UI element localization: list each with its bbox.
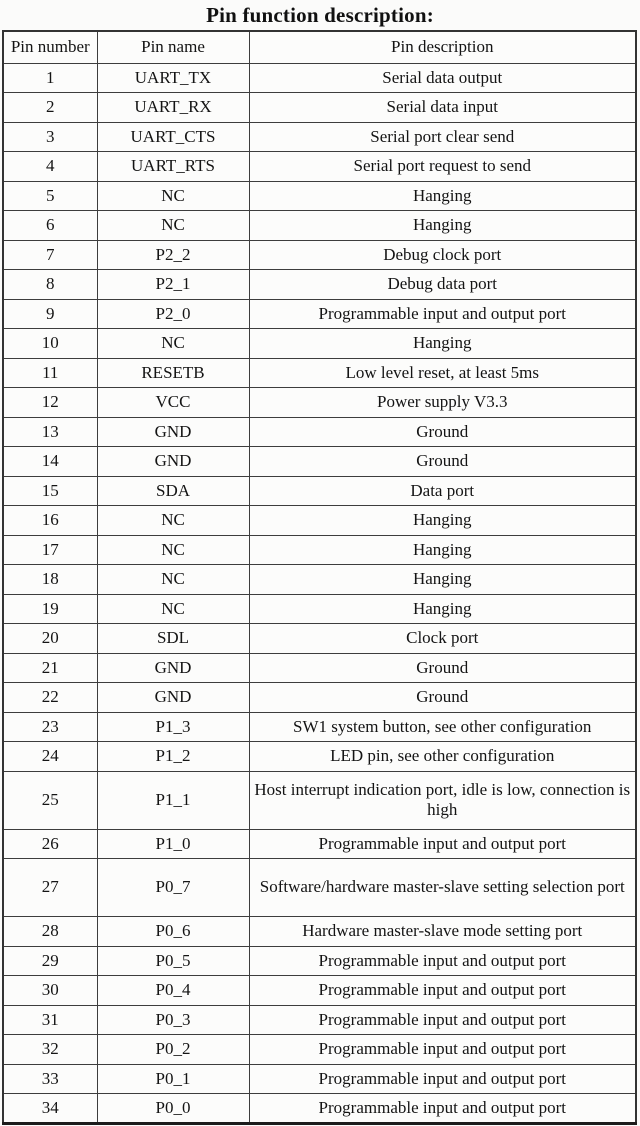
pin-name-cell: RESETB: [97, 358, 249, 388]
pin-number-cell: 19: [3, 594, 97, 624]
pin-description-cell: SW1 system button, see other configuration: [249, 712, 636, 742]
pin-description-cell: Programmable input and output port: [249, 299, 636, 329]
pin-number-cell: 26: [3, 829, 97, 859]
pin-number-cell: 4: [3, 152, 97, 182]
pin-number-cell: 17: [3, 535, 97, 565]
pin-description-cell: Programmable input and output port: [249, 1064, 636, 1094]
pin-number-cell: 27: [3, 859, 97, 917]
pin-number-cell: 14: [3, 447, 97, 477]
table-row: [3, 388, 636, 418]
column-header-pin-number: Pin number: [3, 31, 97, 63]
pin-name-cell: UART_RTS: [97, 152, 249, 182]
pin-number-cell: 9: [3, 299, 97, 329]
pin-number-cell: 33: [3, 1064, 97, 1094]
table-row: [3, 829, 636, 859]
pin-description-cell: Ground: [249, 683, 636, 713]
column-header-pin-description: Pin description: [249, 31, 636, 63]
page-title: Pin function description:: [206, 3, 434, 27]
pin-description-cell: Hanging: [249, 211, 636, 241]
table-row: [3, 417, 636, 447]
pin-description-cell: Programmable input and output port: [249, 1005, 636, 1035]
pin-number-cell: 3: [3, 122, 97, 152]
table-row: [3, 653, 636, 683]
pin-name-cell: NC: [97, 506, 249, 536]
pin-description-cell: Hanging: [249, 535, 636, 565]
pin-description-cell: Hanging: [249, 565, 636, 595]
pin-description-cell: Serial port clear send: [249, 122, 636, 152]
pin-number-cell: 10: [3, 329, 97, 359]
pin-description-cell: Low level reset, at least 5ms: [249, 358, 636, 388]
pin-name-cell: P1_1: [97, 771, 249, 829]
pin-description-cell: Ground: [249, 653, 636, 683]
pin-description-cell: Serial data output: [249, 63, 636, 93]
pin-description-cell: Host interrupt indication port, idle is low, connection is high: [249, 771, 636, 829]
table-row: [3, 535, 636, 565]
table-row: [3, 122, 636, 152]
pin-name-cell: P0_3: [97, 1005, 249, 1035]
table-row: [3, 358, 636, 388]
table-row: [3, 859, 636, 917]
pin-name-cell: NC: [97, 594, 249, 624]
table-row: [3, 1035, 636, 1065]
pin-number-cell: 6: [3, 211, 97, 241]
table-header: [3, 31, 636, 63]
pin-description-cell: LED pin, see other configuration: [249, 742, 636, 772]
table-row: [3, 240, 636, 270]
pin-description-cell: Hanging: [249, 594, 636, 624]
table-row: [3, 742, 636, 772]
pin-number-cell: 12: [3, 388, 97, 418]
pin-description-cell: Serial data input: [249, 93, 636, 123]
pin-name-cell: UART_RX: [97, 93, 249, 123]
pin-name-cell: GND: [97, 417, 249, 447]
table-row: [3, 594, 636, 624]
table-row: [3, 1005, 636, 1035]
table-row: [3, 63, 636, 93]
pin-description-cell: Programmable input and output port: [249, 976, 636, 1006]
pin-name-cell: GND: [97, 653, 249, 683]
column-header-pin-name: Pin name: [97, 31, 249, 63]
pin-name-cell: P2_2: [97, 240, 249, 270]
pin-number-cell: 2: [3, 93, 97, 123]
pin-function-table: [2, 30, 637, 1125]
pin-name-cell: P1_2: [97, 742, 249, 772]
pin-table-body: [3, 63, 636, 1123]
pin-number-cell: 32: [3, 1035, 97, 1065]
pin-description-cell: Ground: [249, 447, 636, 477]
pin-name-cell: P0_2: [97, 1035, 249, 1065]
pin-name-cell: GND: [97, 683, 249, 713]
table-row: [3, 624, 636, 654]
pin-name-cell: P2_1: [97, 270, 249, 300]
table-row: [3, 211, 636, 241]
pin-name-cell: P1_3: [97, 712, 249, 742]
pin-name-cell: P0_6: [97, 917, 249, 947]
pin-number-cell: 29: [3, 946, 97, 976]
pin-description-cell: Programmable input and output port: [249, 1094, 636, 1124]
pin-number-cell: 30: [3, 976, 97, 1006]
pin-name-cell: SDA: [97, 476, 249, 506]
pin-name-cell: NC: [97, 211, 249, 241]
pin-description-cell: Debug data port: [249, 270, 636, 300]
pin-description-cell: Hanging: [249, 506, 636, 536]
table-row: [3, 917, 636, 947]
table-row: [3, 1094, 636, 1124]
table-row: [3, 976, 636, 1006]
pin-name-cell: GND: [97, 447, 249, 477]
table-row: [3, 683, 636, 713]
table-row: [3, 506, 636, 536]
table-header-row: [3, 31, 636, 63]
pin-description-cell: Programmable input and output port: [249, 829, 636, 859]
pin-number-cell: 21: [3, 653, 97, 683]
pin-name-cell: NC: [97, 535, 249, 565]
pin-name-cell: P0_7: [97, 859, 249, 917]
pin-number-cell: 8: [3, 270, 97, 300]
table-row: [3, 1064, 636, 1094]
table-row: [3, 771, 636, 829]
pin-description-cell: Programmable input and output port: [249, 946, 636, 976]
pin-description-cell: Hanging: [249, 329, 636, 359]
pin-number-cell: 23: [3, 712, 97, 742]
pin-name-cell: VCC: [97, 388, 249, 418]
pin-number-cell: 28: [3, 917, 97, 947]
pin-name-cell: SDL: [97, 624, 249, 654]
table-row: [3, 565, 636, 595]
pin-number-cell: 20: [3, 624, 97, 654]
pin-description-cell: Hanging: [249, 181, 636, 211]
table-row: [3, 181, 636, 211]
pin-name-cell: P1_0: [97, 829, 249, 859]
pin-number-cell: 25: [3, 771, 97, 829]
pin-description-cell: Debug clock port: [249, 240, 636, 270]
pin-name-cell: P0_5: [97, 946, 249, 976]
pin-description-cell: Data port: [249, 476, 636, 506]
table-row: [3, 447, 636, 477]
table-row: [3, 152, 636, 182]
pin-name-cell: P0_0: [97, 1094, 249, 1124]
pin-number-cell: 18: [3, 565, 97, 595]
pin-number-cell: 31: [3, 1005, 97, 1035]
pin-number-cell: 1: [3, 63, 97, 93]
pin-name-cell: NC: [97, 565, 249, 595]
pin-number-cell: 5: [3, 181, 97, 211]
pin-description-cell: Clock port: [249, 624, 636, 654]
table-row: [3, 946, 636, 976]
pin-description-cell: Serial port request to send: [249, 152, 636, 182]
pin-description-cell: Ground: [249, 417, 636, 447]
pin-description-cell: Hardware master-slave mode setting port: [249, 917, 636, 947]
pin-number-cell: 16: [3, 506, 97, 536]
table-row: [3, 93, 636, 123]
pin-number-cell: 15: [3, 476, 97, 506]
pin-number-cell: 11: [3, 358, 97, 388]
pin-description-cell: Programmable input and output port: [249, 1035, 636, 1065]
pin-description-cell: Power supply V3.3: [249, 388, 636, 418]
table-row: [3, 712, 636, 742]
pin-name-cell: NC: [97, 181, 249, 211]
pin-name-cell: P0_4: [97, 976, 249, 1006]
pin-name-cell: NC: [97, 329, 249, 359]
pin-number-cell: 7: [3, 240, 97, 270]
pin-number-cell: 22: [3, 683, 97, 713]
table-row: [3, 270, 636, 300]
pin-name-cell: UART_TX: [97, 63, 249, 93]
pin-name-cell: P2_0: [97, 299, 249, 329]
table-row: [3, 476, 636, 506]
table-row: [3, 299, 636, 329]
pin-name-cell: P0_1: [97, 1064, 249, 1094]
pin-description-cell: Software/hardware master-slave setting selection port: [249, 859, 636, 917]
pin-number-cell: 13: [3, 417, 97, 447]
pin-name-cell: UART_CTS: [97, 122, 249, 152]
pin-number-cell: 34: [3, 1094, 97, 1124]
table-row: [3, 329, 636, 359]
pin-number-cell: 24: [3, 742, 97, 772]
